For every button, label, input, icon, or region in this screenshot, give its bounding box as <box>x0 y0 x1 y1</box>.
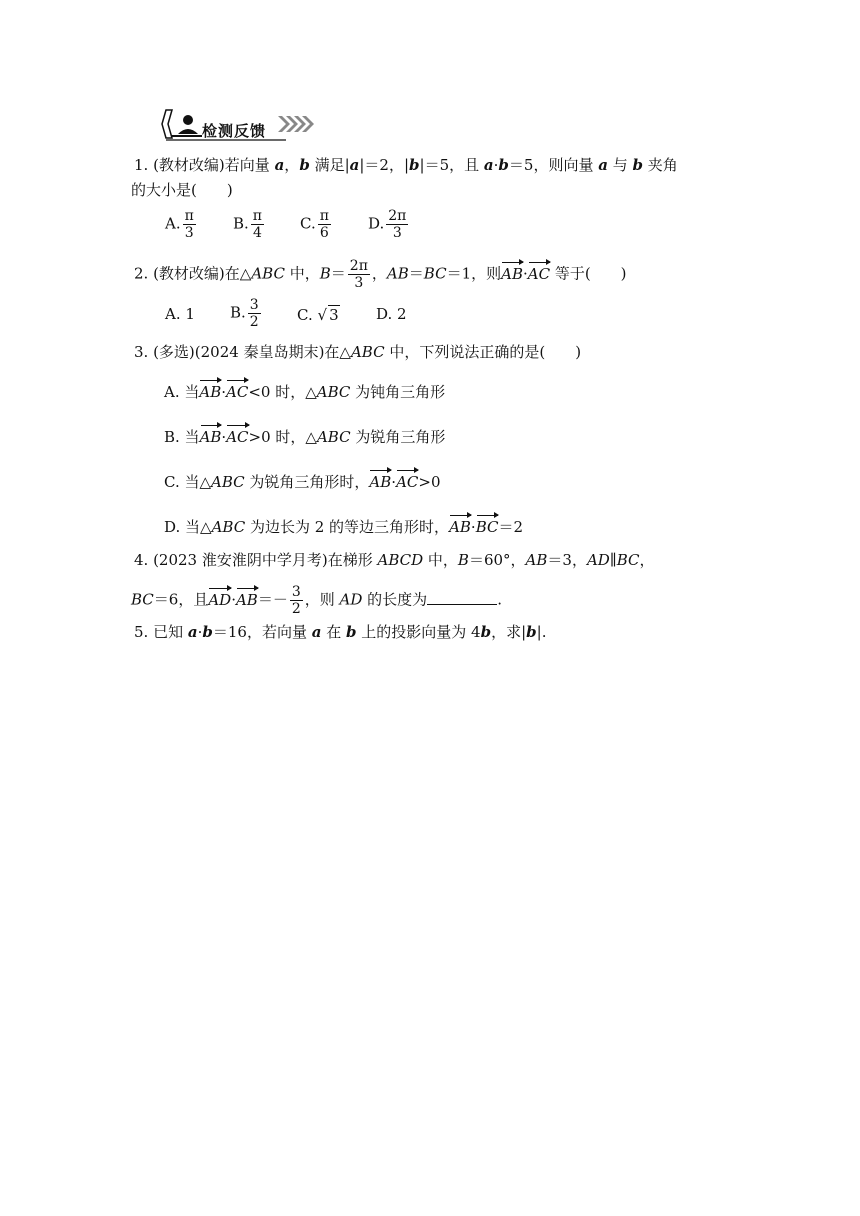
q5-stem: 5. 已知 a·b＝16，若向量 a 在 b 上的投影向量为 4b，求|b|. <box>134 623 547 641</box>
q3-option-b: B. 当AB·AC>0 时，△ABC 为锐角三角形 <box>164 428 446 446</box>
q3-option-a: A. 当AB·AC<0 时，△ABC 为钝角三角形 <box>164 383 446 401</box>
q4-stem-line2: BC＝6，且AD·AB＝－ $\frac{3}{2}$ ，则 AD 的长度为 . <box>131 584 502 617</box>
section-title: 检测反馈 <box>202 122 267 140</box>
q2-option-b: B. $\frac{3}{2}$ <box>230 297 259 330</box>
person-icon <box>172 115 202 136</box>
q2-option-d: D. 2 <box>376 305 407 323</box>
answer-blank[interactable] <box>427 590 497 605</box>
q2-stem: 2. (教材改编)在△ABC 中，B＝ $\frac{2\pi}{3}$ ，AB＝BC＝1，则AB·AC 等于( ) <box>134 258 627 291</box>
q3-stem: 3. (多选)(2024 秦皇岛期末)在△ABC 中，下列说法正确的是( ) <box>134 343 582 361</box>
q3-option-c: C. 当△ABC 为锐角三角形时，AB·AC>0 <box>164 473 441 491</box>
banner-left-bracket <box>162 110 172 138</box>
q1-option-d: D. $\frac{2\pi}{3}$ <box>368 208 407 241</box>
q2-option-c: C. √ 3 <box>297 306 339 324</box>
q1-option-c: C. $\frac{\pi}{6}$ <box>300 208 329 241</box>
chevrons-icon <box>278 116 314 132</box>
q3-option-d: D. 当△ABC 为边长为 2 的等边三角形时，AB·BC＝2 <box>164 518 524 536</box>
q1-stem-line2: 的大小是( ) <box>131 181 233 199</box>
q1-option-b: B. $\frac{\pi}{4}$ <box>233 208 262 241</box>
q4-stem: 4. (2023 淮安淮阴中学月考)在梯形 ABCD 中，B＝60°，AB＝3，AD∥BC， <box>134 551 655 569</box>
q1-stem: 1. (教材改编)若向量 a，b 满足|a|＝2，|b|＝5，且 a·b＝5，则向量 a 与 b 夹角 <box>134 156 678 174</box>
q1-option-a: A. $\frac{\pi}{3}$ <box>165 208 194 241</box>
q2-option-a: A. 1 <box>165 305 195 323</box>
